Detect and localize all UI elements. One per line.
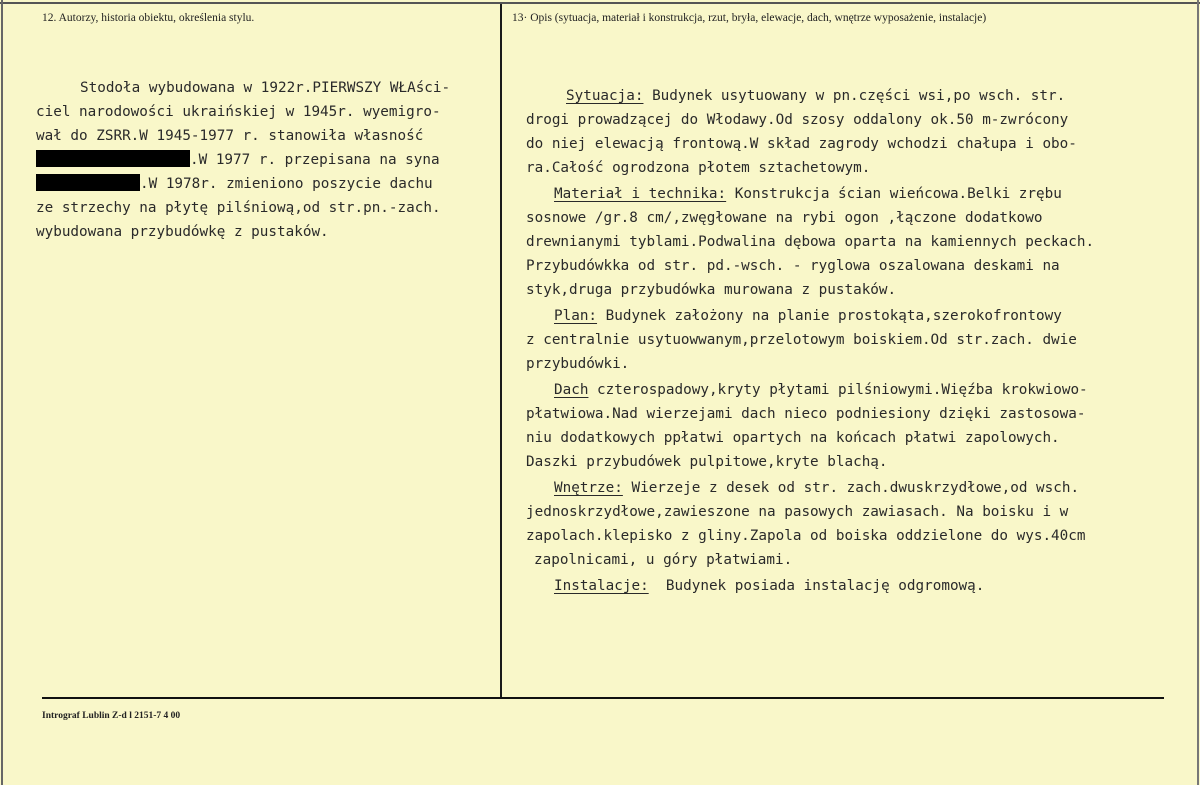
wnetrze-line-1 [554,476,1079,500]
left-column-header: 12. Autorzy, historia obiektu, określenia stylu. [42,12,255,24]
wnetrze-line-3: zapolach.klepisko z gliny.Zapola od boiska oddzielone do wys.40cm [526,528,1086,544]
redaction-bar [36,150,190,167]
frame-right-border [1197,0,1199,785]
redaction-bar [36,174,140,191]
history-line-3: wał do ZSRR.W 1945-1977 r. stanowiła własność [36,128,424,144]
history-line-2: ciel narodowości ukraińskiej w 1945r. wyemigro- [36,104,441,120]
history-line-5-text: .W 1978r. zmieniono poszycie dachu [140,176,433,192]
sytuacja-heading: Sytuacja: [566,88,644,104]
history-line-4-text: .W 1977 r. przepisana na syna [190,152,440,168]
sytuacja-line-4: ra.Całość ogrodzona płotem sztachetowym. [526,160,871,176]
history-line-7: wybudowana przybudówkę z pustaków. [36,224,329,240]
sytuacja-line-3: do niej elewacją frontową.W skład zagrody wchodzi chałupa i obo- [526,136,1077,152]
sytuacja-text-1: Budynek usytuowany w pn.części wsi,po wsch. str. [643,88,1066,104]
wnetrze-line-2: jednoskrzydłowe,zawieszone na pasowych zawiasach. Na boisku i w [526,504,1069,520]
history-line-1: Stodoła wybudowana w 1922r.PIERWSZY WŁAści- [80,80,451,96]
material-line-2: sosnowe /gr.8 cm/,zwęgłowane na rybi ogon ,łączone dodatkowo [526,210,1043,226]
material-line-5: styk,druga przybudówka murowana z pustaków. [526,282,897,298]
plan-line-3: przybudówki. [526,356,630,372]
wnetrze-line-4: zapolnicami, u góry płatwiami. [534,552,793,568]
wnetrze-text-1: Wierzeje z desek od str. zach.dwuskrzydłowe,od wsch. [622,480,1080,496]
sytuacja-line-2: drogi prowadzącej do Włodawy.Od szosy oddalony ok.50 m-zwrócony [526,112,1069,128]
material-text-1: Konstrukcja ścian wieńcowa.Belki zrębu [726,186,1062,202]
right-column-header: 13· Opis (sytuacja, materiał i konstrukcja, rzut, bryła, elewacje, dach, wnętrze wyposażenie, instalacje) [512,12,987,24]
material-line-1 [554,182,1062,206]
plan-heading: Plan: [554,308,598,324]
wnetrze-heading: Wnętrze: [554,480,623,496]
bottom-rule [42,697,1164,699]
material-heading: Materiał i technika: [554,186,727,202]
dach-heading: Dach [554,382,589,398]
dach-line-2: płatwiowa.Nad wierzejami dach nieco podniesiony dzięki zastosowa- [526,406,1086,422]
plan-line-1 [554,304,1062,328]
plan-line-2: z centralnie usytuowwanym,przelotowym boiskiem.Od str.zach. dwie [526,332,1077,348]
printer-footer: Intrograf Lublin Z-d l 2151-7 4 00 [42,711,181,721]
sytuacja-line-1 [566,84,1065,108]
dach-line-3: niu dodatkowych ppłatwi opartych na końcach płatwi zapolowych. [526,430,1060,446]
history-line-4 [36,148,440,172]
material-line-3: drewnianymi tyblami.Podwalina dębowa oparta na kamiennych peckach. [526,234,1095,250]
history-line-6: ze strzechy na płytę pilśniową,od str.pn.-zach. [36,200,441,216]
dach-line-1 [554,378,1088,402]
instalacje-line-1 [554,574,984,598]
frame-top-border [0,2,1200,4]
history-line-5 [36,172,433,196]
material-line-4: Przybudówkka od str. pd.-wsch. - ryglowa oszalowana deskami na [526,258,1060,274]
frame-left-border [1,0,3,785]
dach-line-4: Daszki przybudówek pulpitowe,kryte blachą. [526,454,888,470]
plan-text-1: Budynek założony na planie prostokąta,szerokofrontowy [597,308,1062,324]
instalacje-text-1: Budynek posiada instalację odgromową. [648,578,985,594]
instalacje-heading: Instalacje: [554,578,649,594]
dach-text-1: czterospadowy,kryty płytami pilśniowymi.Więźba krokwiowo- [588,382,1088,398]
column-divider [500,4,502,698]
